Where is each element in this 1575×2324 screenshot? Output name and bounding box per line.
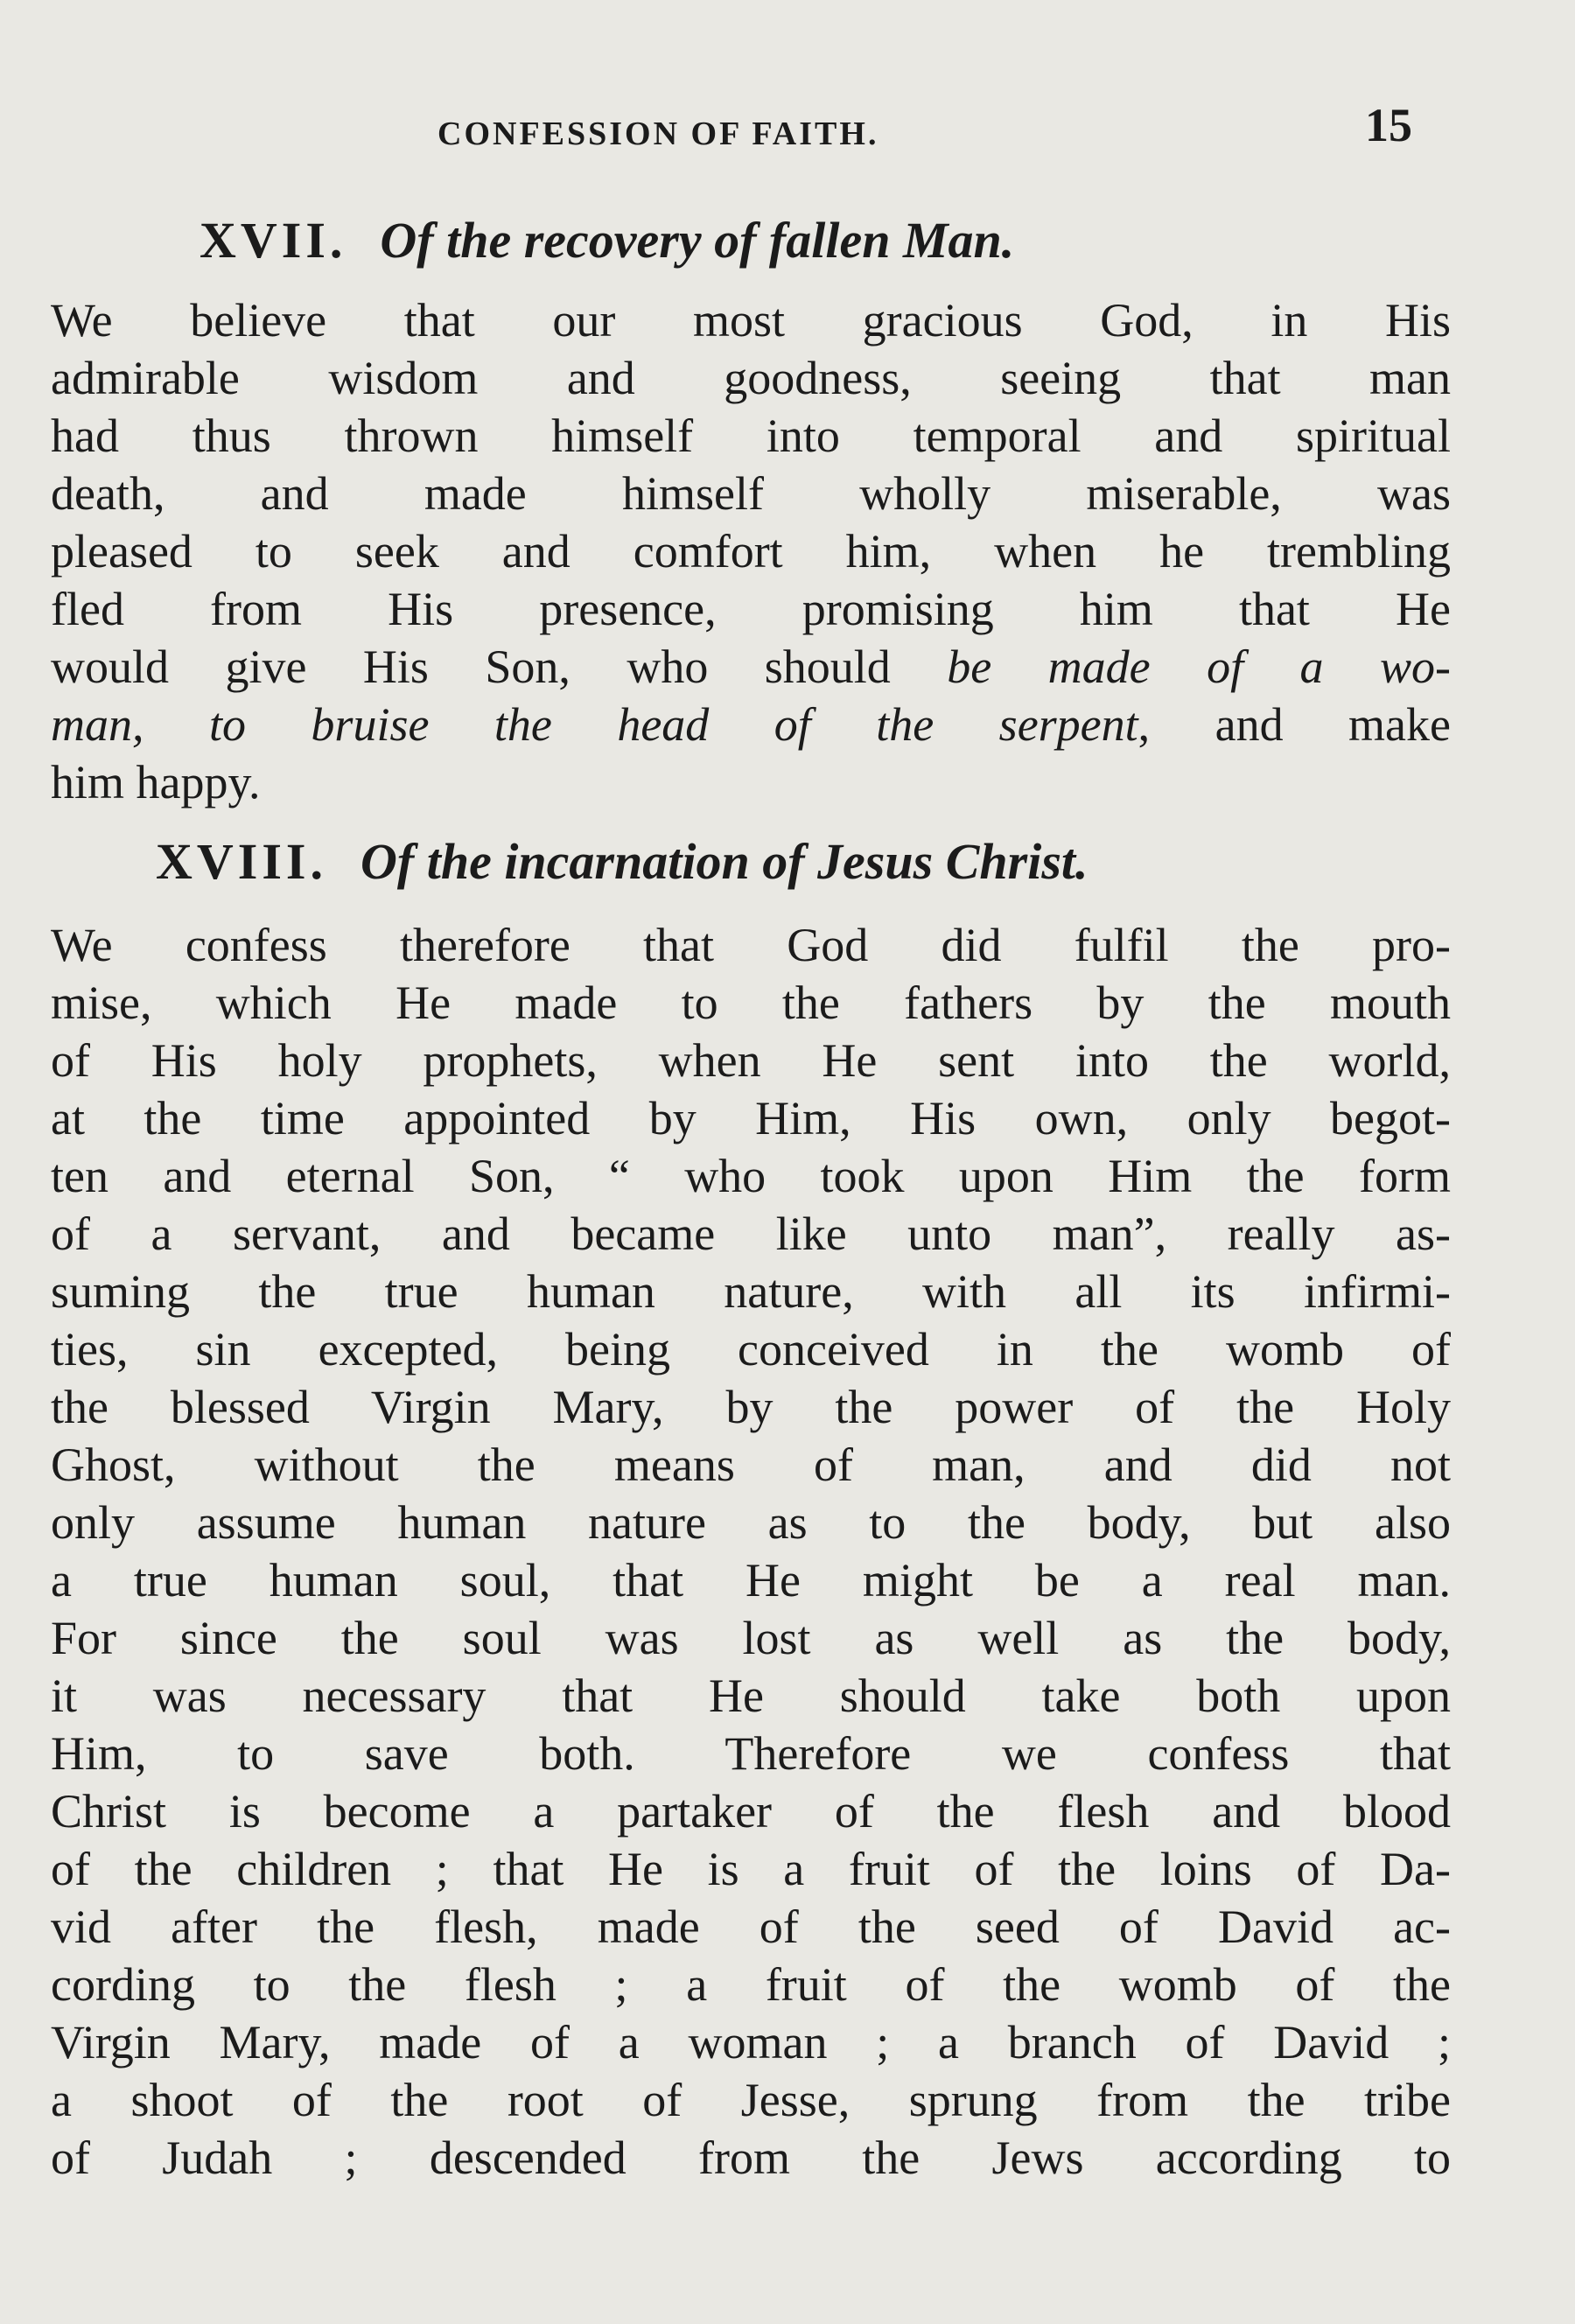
text-line: a shoot of the root of Jesse, sprung from the tribe: [51, 2074, 1451, 2126]
text-line: ties, sin excepted, being conceived in the womb of: [51, 1323, 1451, 1376]
text-line: [51, 638, 1451, 696]
text-line: a true human soul, that He might be a real man.: [51, 1554, 1451, 1606]
article-subject: Of the incarnation of Jesus Christ.: [360, 833, 1088, 890]
text-segment: , and make: [1138, 698, 1451, 751]
text-segment: would give His Son, who should: [51, 640, 948, 693]
text-line: had thus thrown himself into temporal and spiritual: [51, 410, 1451, 462]
italic-segment: man, to bruise the head of the serpent: [51, 698, 1138, 751]
text-line: of Judah ; descended from the Jews according to: [51, 2132, 1451, 2184]
running-title: CONFESSION OF FAITH.: [438, 116, 879, 152]
text-line: For since the soul was lost as well as the body,: [51, 1612, 1451, 1664]
article-xviii: [51, 827, 1451, 2187]
text-line: We confess therefore that God did fulfil the pro-: [51, 919, 1451, 971]
article-heading: [51, 206, 1451, 276]
italic-segment: be made of a wo-: [947, 640, 1451, 693]
text-line: cording to the flesh ; a fruit of the womb of the: [51, 1958, 1451, 2011]
text-line: fled from His presence, promising him that He: [51, 583, 1451, 635]
article-numeral: XVII.: [200, 212, 347, 269]
text-line: Virgin Mary, made of a woman ; a branch of David ;: [51, 2016, 1451, 2068]
text-line: We believe that our most gracious God, in His: [51, 294, 1451, 346]
text-line: of His holy prophets, when He sent into the world,: [51, 1034, 1451, 1087]
article-body: [51, 291, 1451, 811]
text-line: him happy.: [51, 756, 261, 808]
running-head: [0, 99, 1575, 164]
text-line: [51, 696, 1451, 753]
article-numeral: XVIII.: [156, 833, 327, 890]
article-xvii: [51, 206, 1451, 811]
article-heading: [51, 827, 1451, 897]
article-body: [51, 916, 1451, 2187]
text-line: it was necessary that He should take both upon: [51, 1670, 1451, 1722]
text-line: the blessed Virgin Mary, by the power of the Holy: [51, 1381, 1451, 1433]
text-line: admirable wisdom and goodness, seeing that man: [51, 352, 1451, 404]
text-line: at the time appointed by Him, His own, only begot-: [51, 1092, 1451, 1144]
text-line: of a servant, and became like unto man”, really as-: [51, 1208, 1451, 1260]
text-line: Ghost, without the means of man, and did not: [51, 1438, 1451, 1491]
text-line: of the children ; that He is a fruit of the loins of Da-: [51, 1843, 1451, 1895]
text-line: vid after the flesh, made of the seed of David ac-: [51, 1900, 1451, 1953]
text-line: ten and eternal Son, “ who took upon Him the form: [51, 1150, 1451, 1202]
text-line: mise, which He made to the fathers by the mouth: [51, 976, 1451, 1029]
text-line: suming the true human nature, with all its infirmi-: [51, 1265, 1451, 1318]
text-line: death, and made himself wholly miserable, was: [51, 467, 1451, 520]
text-line: only assume human nature as to the body, but also: [51, 1496, 1451, 1549]
article-subject: Of the recovery of fallen Man.: [380, 212, 1015, 269]
text-line: Him, to save both. Therefore we confess that: [51, 1727, 1451, 1780]
text-line: pleased to seek and comfort him, when he trembling: [51, 525, 1451, 578]
text-line: Christ is become a partaker of the flesh and blood: [51, 1785, 1451, 1838]
page-number: 15: [1365, 99, 1412, 151]
